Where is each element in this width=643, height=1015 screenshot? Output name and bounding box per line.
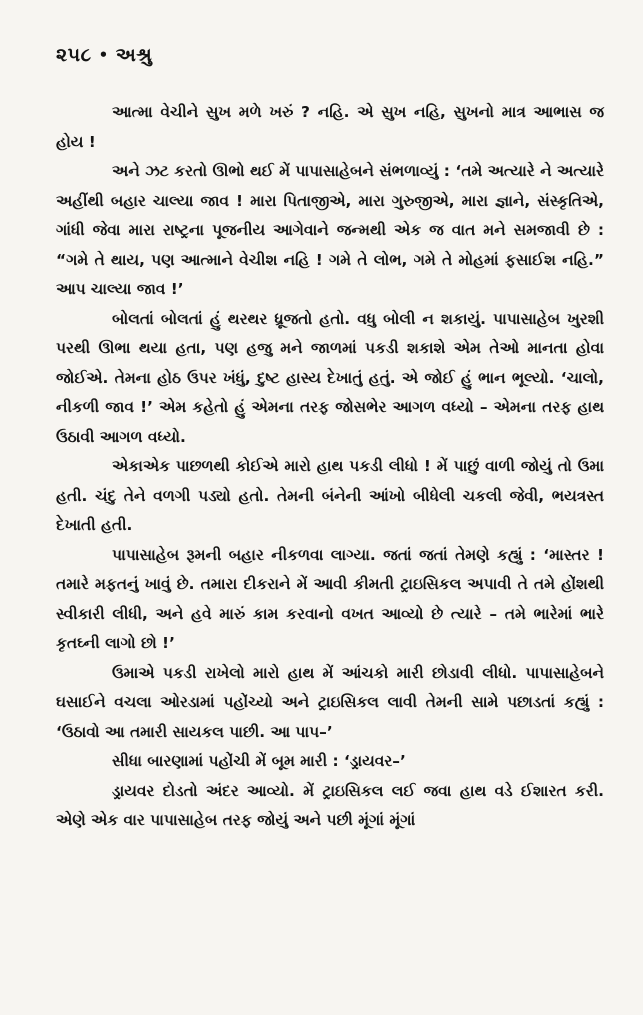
page-body: [56, 98, 604, 836]
header-separator: •: [98, 46, 109, 64]
running-header: [56, 44, 152, 66]
paragraph: પાપાસાહેબ રૂમની બહાર નીકળવા લાગ્યા. જતાં જતાં તેમણે કહ્યું : ‘માસ્તર ! તમારે મફતનું ખાવું છે. તમારા દીકરાને મેં આવી કીમતી ટ્રાઇસિકલ અપાવી તે તમે હોંશથી સ્વીકારી લીધી, અને હવે મારું કામ કરવાનો વખત આવ્યો છે ત્યારે – તમે ભારેમાં ભારે કૃતઘ્ની લાગો છો !’: [56, 545, 604, 652]
paragraph: ઉમાએ પકડી રાખેલો મારો હાથ મેં આંચકો મારી છોડાવી લીધો. પાપાસાહેબને ઘસાઈને વચલા ઓરડામાં પહોંચ્યો અને ટ્રાઇસિકલ લાવી તેમની સામે પછાડતાં કહ્યું : ‘ઉઠાવો આ તમારી સાયકલ પાછી. આ પાપ–’: [56, 663, 604, 741]
paragraph: બોલતાં બોલતાં હું થરથર ધ્રૂજતો હતો. વધુ બોલી ન શકાયું. પાપાસાહેબ ખુરશી પરથી ઊભા થયા હતા, પણ હજુ મને જાળમાં પકડી શકાશે એમ તેઓ માનતા હોવા જોઈએ. તેમના હોઠ ઉપર ખંધું, દુષ્ટ હાસ્ય દેખાતું હતું. એ જોઈ હું ભાન ભૂલ્યો. ‘ચાલો, નીકળી જાવ !’ એમ કહેતો હું એમના તરફ જોસભેર આગળ વધ્યો – એમના તરફ હાથ ઉઠાવી આગળ વધ્યો.: [56, 309, 604, 446]
paragraph: અને ઝટ કરતો ઊભો થઈ મેં પાપાસાહેબને સંભળાવ્યું : ‘તમે અત્યારે ને અત્યારે અહીંથી બહાર ચાલ્યા જાવ ! મારા પિતાજીએ, મારા ગુરુજીએ, મારા જ્ઞાને, સંસ્કૃતિએ, ગાંધી જેવા મારા રાષ્ટ્રના પૂજનીય આગેવાને જન્મથી એક જ વાત મને સમજાવી છે : “ગમે તે થાય, પણ આત્માને વેચીશ નહિ ! ગમે તે લોભ, ગમે તે મોહમાં ફસાઈશ નહિ.” આપ ચાલ્યા જાવ !’: [56, 162, 604, 298]
paragraph: આત્મા વેચીને સુખ મળે ખરું ? નહિ. એ સુખ નહિ, સુખનો માત્ર આભાસ જ હોય !: [56, 103, 604, 151]
page-number: ૨૫૮: [56, 44, 92, 66]
paragraph: એકાએક પાછળથી કોઈએ મારો હાથ પકડી લીધો ! મેં પાછું વાળી જોયું તો ઉમા હતી. ચંદુ તેને વળગી પડ્યો હતો. તેમની બંનેની આંખો બીધેલી ચકલી જેવી, ભયત્રસ્ત દેખાતી હતી.: [56, 457, 604, 534]
book-title: અશ્રુ: [115, 44, 153, 66]
paragraph: ડ્રાયવર દોડતો અંદર આવ્યો. મેં ટ્રાઇસિકલ લઈ જવા હાથ વડે ઈશારત કરી. એણે એક વાર પાપાસાહેબ તરફ જોયું અને પછી મૂંગાં મૂંગાં: [56, 781, 604, 829]
paragraph: સીધા બારણામાં પહોંચી મેં બૂમ મારી : ‘ડ્રાયવર–’: [112, 752, 406, 770]
